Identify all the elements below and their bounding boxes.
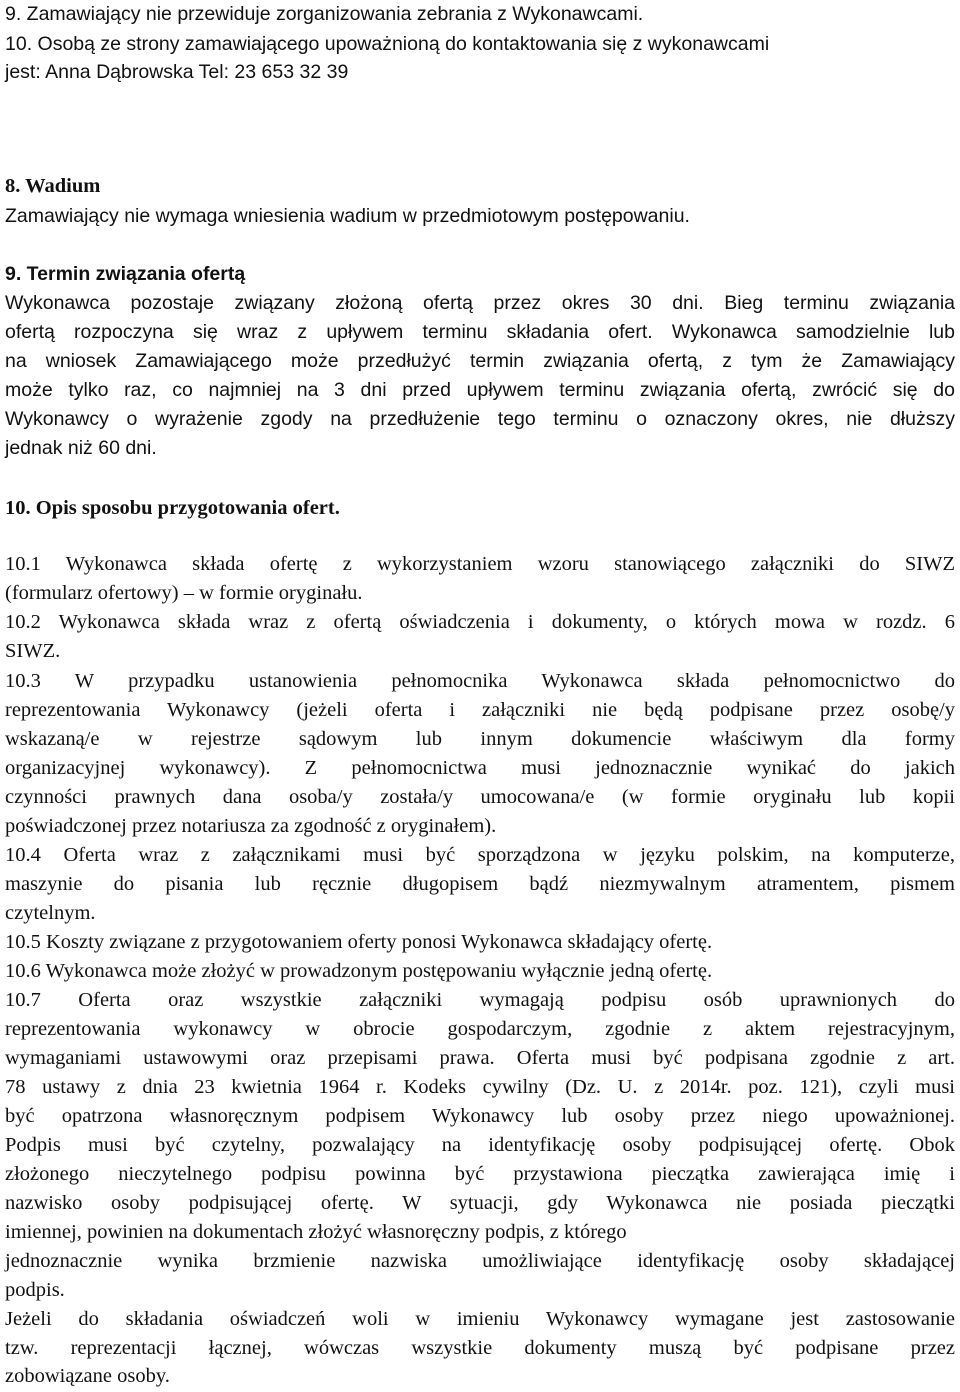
text-line: może tylko raz, co najmniej na 3 dni przed upływem terminu związania ofertą, zwrócić się do — [5, 379, 955, 401]
text-line: złożonego nieczytelnego podpisu powinna być przystawiona pieczątka zawierająca imię i — [5, 1163, 955, 1185]
text-line: czytelnym. — [5, 902, 96, 924]
text-line: Jeżeli do składania oświadczeń woli w imieniu Wykonawcy wymagane jest zastosowanie — [5, 1308, 955, 1330]
text-line: reprezentowania Wykonawcy (jeżeli oferta i załączniki nie będą podpisane przez osobę/y — [5, 699, 955, 721]
text-line: SIWZ. — [5, 640, 61, 662]
text-line: wymaganiami ustawowymi oraz przepisami prawa. Oferta musi być podpisana zgodnie z art. — [5, 1047, 955, 1069]
text-line: na wniosek Zamawiającego może przedłużyć termin związania ofertą, z tym że Zamawiający — [5, 350, 955, 372]
text-line: poświadczonej przez notariusza za zgodność z oryginałem). — [5, 815, 497, 837]
text-line: ofertą rozpoczyna się wraz z upływem terminu składania ofert. Wykonawca samodzielnie lub — [5, 321, 955, 343]
text-line: 10.2 Wykonawca składa wraz z ofertą oświadczenia i dokumenty, o których mowa w rozdz. 6 — [5, 611, 955, 633]
text-line: nazwisko osoby podpisującej ofertę. W sytuacji, gdy Wykonawca nie posiada pieczątki — [5, 1192, 955, 1214]
text-line: 10.4 Oferta wraz z załącznikami musi być sporządzona w języku polskim, na komputerze, — [5, 844, 955, 866]
text-line: Wykonawcy o wyrażenie zgody na przedłużenie tego terminu o oznaczony okres, nie dłuższy — [5, 408, 955, 430]
text-line: 10. Osobą ze strony zamawiającego upoważnioną do kontaktowania się z wykonawcami — [5, 33, 770, 55]
text-line: wskazaną/e w rejestrze sądowym lub innym dokumencie właściwym dla formy — [5, 728, 955, 750]
text-line: podpis. — [5, 1279, 65, 1301]
text-line: reprezentowania wykonawcy w obrocie gospodarczym, zgodnie z aktem rejestracyjnym, — [5, 1018, 955, 1040]
text-line: 10.3 W przypadku ustanowienia pełnomocnika Wykonawca składa pełnomocnictwo do — [5, 670, 955, 692]
section-heading-wadium: 8. Wadium — [5, 175, 101, 197]
text-line: 9. Zamawiający nie przewiduje zorganizowania zebrania z Wykonawcami. — [5, 3, 644, 25]
text-line: być opatrzona własnoręcznym podpisem Wykonawcy lub osoby przez niego upoważnionej. — [5, 1105, 955, 1127]
text-line: 10.1 Wykonawca składa ofertę z wykorzystaniem wzoru stanowiącego załączniki do SIWZ — [5, 553, 955, 575]
text-line: 10.7 Oferta oraz wszystkie załączniki wymagają podpisu osób uprawnionych do — [5, 989, 955, 1011]
section-heading-opis: 10. Opis sposobu przygotowania ofert. — [5, 497, 340, 519]
text-line: zobowiązane osoby. — [5, 1365, 170, 1387]
section-heading-termin: 9. Termin związania ofertą — [5, 263, 246, 285]
text-line: 10.5 Koszty związane z przygotowaniem oferty ponosi Wykonawca składający ofertę. — [5, 931, 713, 953]
text-line: Podpis musi być czytelny, pozwalający na identyfikację osoby podpisującej ofertę. Obok — [5, 1134, 955, 1156]
text-line: jednoznacznie wynika brzmienie nazwiska umożliwiające identyfikację osoby składającej — [5, 1250, 955, 1272]
text-line: czynności prawnych dana osoba/y została/y umocowana/e (w formie oryginału lub kopii — [5, 786, 955, 808]
text-line: 78 ustawy z dnia 23 kwietnia 1964 r. Kodeks cywilny (Dz. U. z 2014r. poz. 121), czyli musi — [5, 1076, 955, 1098]
text-line: Wykonawca pozostaje związany złożoną ofertą przez okres 30 dni. Bieg terminu związania — [5, 292, 955, 314]
text-line: (formularz ofertowy) – w formie oryginału. — [5, 582, 363, 604]
text-line: imiennej, powinien na dokumentach złożyć własnoręczny podpis, z którego — [5, 1221, 627, 1243]
text-line: tzw. reprezentacji łącznej, wówczas wszystkie dokumenty muszą być podpisane przez — [5, 1337, 955, 1359]
text-line: 10.6 Wykonawca może złożyć w prowadzonym postępowaniu wyłącznie jedną ofertę. — [5, 960, 713, 982]
text-line: maszynie do pisania lub ręcznie długopisem bądź niezmywalnym atramentem, pismem — [5, 873, 955, 895]
text-line: organizacyjnej wykonawcy). Z pełnomocnictwa musi jednoznacznie wynikać do jakich — [5, 757, 955, 779]
text-line: jednak niż 60 dni. — [5, 437, 157, 459]
text-line: Zamawiający nie wymaga wniesienia wadium w przedmiotowym postępowaniu. — [5, 205, 690, 227]
text-line: jest: Anna Dąbrowska Tel: 23 653 32 39 — [5, 61, 349, 83]
